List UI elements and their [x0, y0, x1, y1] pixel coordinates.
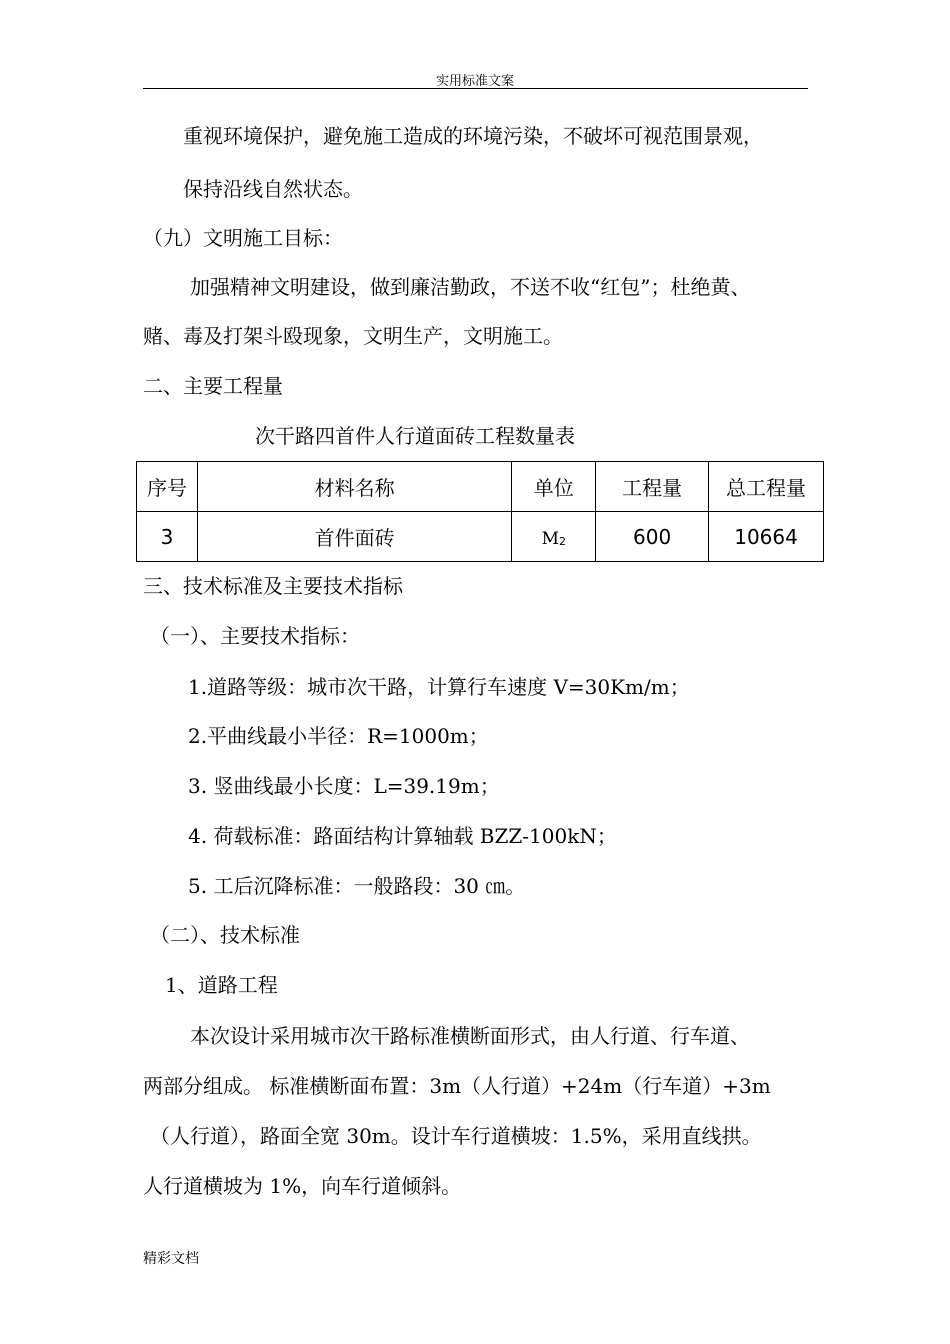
section-heading: 三、技术标准及主要技术指标 — [143, 574, 403, 598]
list-item: 3. 竖曲线最小长度：L=39.19m； — [188, 774, 500, 798]
paragraph: 人行道横坡为 1%，向车行道倾斜。 — [143, 1174, 462, 1198]
table-header-cell: 总工程量 — [709, 462, 824, 512]
table-cell-quantity: 600 — [596, 512, 709, 562]
paragraph: （人行道），路面全宽 30m。设计车行道横坡：1.5%，采用直线拱。 — [150, 1124, 762, 1148]
list-item: 1.道路等级：城市次干路，计算行车速度 V=30Km/m； — [188, 675, 690, 699]
page-footer: 精彩文档 — [143, 1251, 199, 1267]
paragraph: 本次设计采用城市次干路标准横断面形式，由人行道、行车道、 — [190, 1024, 750, 1048]
unit-main: M — [541, 528, 559, 549]
section-heading: （一）、主要技术指标： — [150, 624, 360, 648]
header-divider — [143, 88, 808, 89]
table-title: 次干路四首件人行道面砖工程数量表 — [255, 424, 575, 448]
paragraph: 赌、毒及打架斗殴现象，文明生产，文明施工。 — [143, 324, 563, 348]
quantity-table — [136, 461, 824, 562]
section-heading: 二、主要工程量 — [143, 374, 283, 398]
unit-superscript: 2 — [558, 534, 566, 548]
paragraph: 保持沿线自然状态。 — [183, 177, 363, 201]
list-item: 4. 荷载标准：路面结构计算轴载 BZZ-100kN； — [188, 824, 617, 848]
table-cell-name: 首件面砖 — [197, 512, 511, 562]
list-item: 5. 工后沉降标准：一般路段：30 ㎝。 — [188, 874, 526, 898]
section-heading: 1、道路工程 — [165, 973, 278, 997]
table-cell-total: 10664 — [709, 512, 824, 562]
table-row — [137, 512, 824, 562]
section-heading: （九）文明施工目标： — [143, 226, 343, 250]
list-item: 2.平曲线最小半径：R=1000m； — [188, 724, 489, 748]
paragraph: 两部分组成。 标准横断面布置：3m（人行道）+24m（行车道）+3m — [143, 1074, 771, 1098]
table-header-row — [137, 462, 824, 512]
page-header: 实用标准文案 — [435, 74, 514, 89]
paragraph: 重视环境保护，避免施工造成的环境污染，不破坏可视范围景观， — [183, 124, 763, 148]
table-cell-index: 3 — [137, 512, 198, 562]
table-header-cell: 单位 — [512, 462, 596, 512]
table-header-cell: 工程量 — [596, 462, 709, 512]
table-cell-unit — [512, 512, 596, 562]
section-heading: （二）、技术标准 — [150, 923, 300, 947]
table-header-cell: 序号 — [137, 462, 198, 512]
table-header-cell: 材料名称 — [197, 462, 511, 512]
paragraph: 加强精神文明建设，做到廉洁勤政，不送不收“红包”；杜绝黄、 — [190, 275, 751, 299]
